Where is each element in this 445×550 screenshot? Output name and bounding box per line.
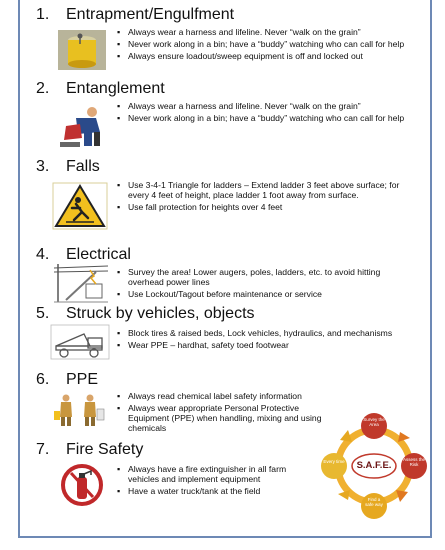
section-1-heading <box>36 6 234 24</box>
chemical-workers-icon <box>52 393 106 432</box>
section-number: 3. <box>36 158 50 175</box>
fire-extinguisher-icon <box>60 463 104 512</box>
section-title: Fire Safety <box>66 441 144 458</box>
entangled-worker-icon <box>56 104 108 155</box>
list-item: ▪ Have a water truck/tank at the field <box>117 486 317 496</box>
section-3-bullets <box>117 180 417 214</box>
section-7-heading <box>36 441 143 459</box>
section-6-bullets <box>117 391 327 435</box>
list-item: ▪ Use 3-4-1 Triangle for ladders – Extend ladder 3 feet above surface; for every 4 feet of height, place ladder 1 foot away from surface. <box>117 180 417 200</box>
section-title: Struck by vehicles, objects <box>66 305 255 322</box>
section-title: PPE <box>66 371 99 388</box>
list-item: ▪ Always wear appropriate Personal Protective Equipment (PPE) when handling, mixing and using chemicals <box>117 403 327 433</box>
list-item: ▪ Always have a fire extinguisher in all farm vehicles and implement equipment <box>117 464 317 484</box>
section-2-bullets <box>117 101 417 125</box>
list-item: ▪ Always wear a harness and lifeline. Never “walk on the grain” <box>117 27 417 37</box>
list-item: ▪ Use fall protection for heights over 4 feet <box>117 202 417 212</box>
list-item: ▪ Wear PPE – hardhat, safety toed footwear <box>117 340 417 350</box>
section-5-heading <box>36 305 255 323</box>
list-item: ▪ Always wear a harness and lifeline. Never “walk on the grain” <box>117 101 417 111</box>
section-number: 2. <box>36 80 50 97</box>
section-title: Electrical <box>66 246 131 263</box>
safe-center-label: S.A.F.E. <box>356 460 392 471</box>
section-number: 7. <box>36 441 50 458</box>
section-title: Entrapment/Engulfment <box>66 6 235 23</box>
list-item: ▪ Never work along in a bin; have a “buddy” watching who can call for help <box>117 39 417 49</box>
section-title: Entanglement <box>66 80 165 97</box>
list-item: ▪ Always ensure loadout/sweep equipment is off and locked out <box>117 51 417 61</box>
survey-step-label: Survey the Area <box>363 417 385 427</box>
section-3-heading <box>36 158 100 176</box>
list-item: ▪ Use Lockout/Tagout before maintenance or service <box>117 289 417 299</box>
section-4-bullets <box>117 267 417 301</box>
section-number: 1. <box>36 6 50 23</box>
list-item: ▪ Block tires & raised beds, Lock vehicles, hydraulics, and mechanisms <box>117 328 417 338</box>
every-step-label: Every time <box>323 459 345 464</box>
section-title: Falls <box>66 158 100 175</box>
safe-cycle-diagram <box>318 410 430 522</box>
list-item: ▪ Always read chemical label safety information <box>117 391 327 401</box>
grain-bin-icon <box>56 28 108 77</box>
section-6-heading <box>36 371 98 389</box>
fall-warning-icon <box>52 182 108 235</box>
section-number: 4. <box>36 246 50 263</box>
section-2-heading <box>36 80 165 98</box>
assess-step-label: Assess the Risk <box>403 457 426 467</box>
section-7-bullets <box>117 464 317 498</box>
section-number: 6. <box>36 371 50 388</box>
power-line-icon <box>52 262 110 309</box>
section-1-bullets <box>117 27 417 63</box>
list-item: ▪ Survey the area! Lower augers, poles, ladders, etc. to avoid hitting overhead power lines <box>117 267 417 287</box>
list-item: ▪ Never work along in a bin; have a “buddy” watching who can call for help <box>117 113 417 123</box>
find-step-label: Find a safe way <box>365 497 383 507</box>
section-5-bullets <box>117 328 417 352</box>
dump-truck-icon <box>50 324 110 365</box>
section-number: 5. <box>36 305 50 322</box>
